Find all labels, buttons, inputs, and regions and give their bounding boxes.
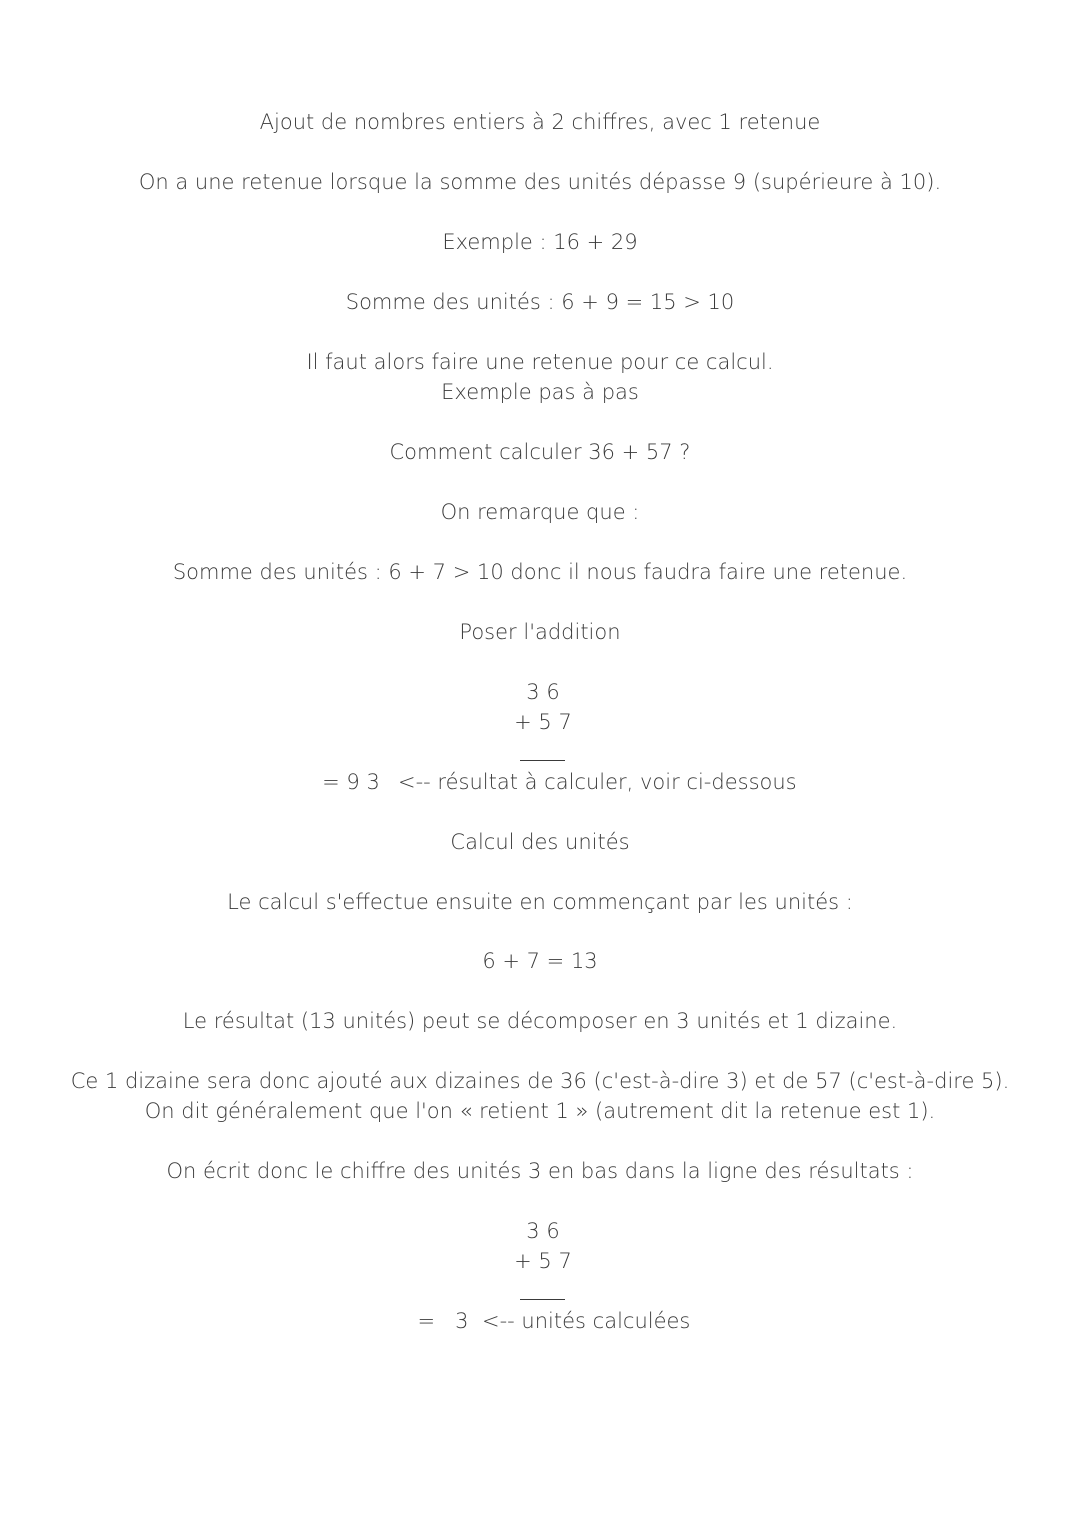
addition-2-rule	[520, 1299, 565, 1300]
addition-1-rule	[520, 760, 565, 761]
example-text: Exemple : 16 + 29	[442, 230, 638, 254]
addition-1-top: 3 6	[526, 680, 560, 704]
units-heading: Calcul des unités	[450, 830, 630, 854]
addition-1-bottom: + 5 7	[514, 710, 572, 734]
decompose-text: Le résultat (13 unités) peut se décomposer en 3 unités et 1 dizaine.	[182, 1009, 898, 1033]
addition-2-top: 3 6	[526, 1219, 560, 1243]
question-text: Comment calculer 36 + 57 ?	[389, 440, 691, 464]
units-calc-text: 6 + 7 = 13	[482, 949, 598, 973]
write-units-text: On écrit donc le chiffre des unités 3 en bas dans la ligne des résultats :	[166, 1159, 914, 1183]
addition-1-result: = 9 3	[322, 770, 380, 794]
addition-2-result: = 3	[417, 1309, 469, 1333]
addition-2-note: <-- unités calculées	[482, 1309, 691, 1333]
addition-1-note: <-- résultat à calculer, voir ci-dessous	[398, 770, 797, 794]
page-title: Ajout de nombres entiers à 2 chiffres, avec 1 retenue	[259, 110, 821, 134]
units-intro-text: Le calcul s'effectue ensuite en commençant par les unités :	[227, 890, 853, 914]
pose-heading: Poser l'addition	[459, 620, 621, 644]
carry-explain-2: On dit généralement que l'on « retient 1 » (autrement dit la retenue est 1).	[144, 1099, 936, 1123]
intro-text: On a une retenue lorsque la somme des unités dépasse 9 (supérieure à 10).	[138, 170, 942, 194]
remark-text: On remarque que :	[440, 500, 640, 524]
carry-explain-1: Ce 1 dizaine sera donc ajouté aux dizaines de 36 (c'est-à-dire 3) et de 57 (c'est-à-dire 5).	[70, 1069, 1010, 1093]
step-heading: Exemple pas à pas	[441, 380, 639, 404]
carry-needed-text: Il faut alors faire une retenue pour ce calcul.	[306, 350, 774, 374]
remark-units-text: Somme des unités : 6 + 7 > 10 donc il nous faudra faire une retenue.	[172, 560, 908, 584]
example-units-text: Somme des unités : 6 + 9 = 15 > 10	[345, 290, 735, 314]
addition-2-bottom: + 5 7	[514, 1249, 572, 1273]
